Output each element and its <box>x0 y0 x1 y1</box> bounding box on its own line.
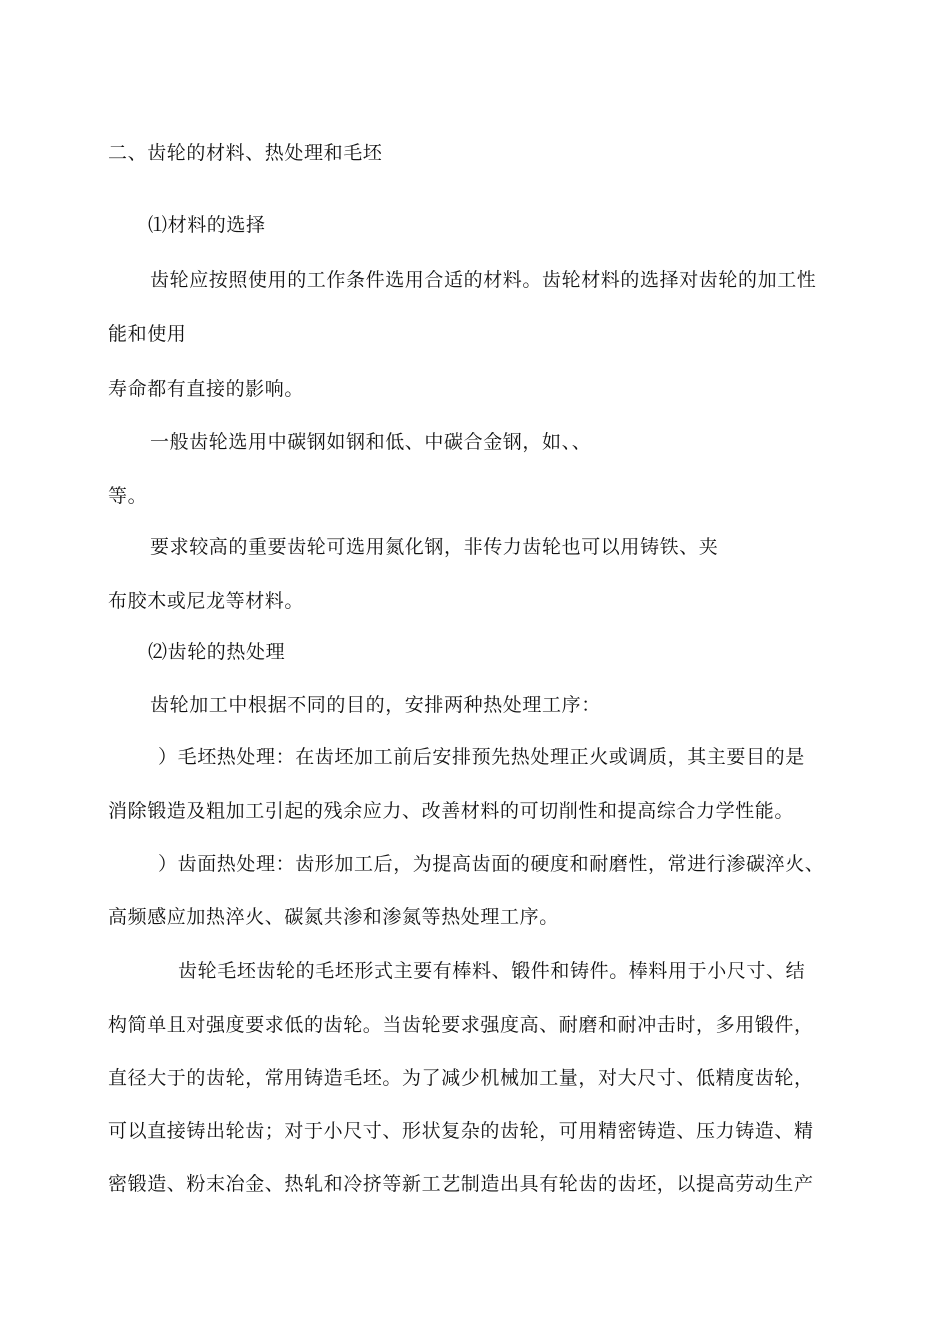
paragraph-line: 构简单且对强度要求低的齿轮。当齿轮要求强度高、耐磨和耐冲击时，多用锻件， <box>108 1014 814 1036</box>
subheading-material-selection: ⑴材料的选择 <box>148 214 266 236</box>
paragraph-line: 可以直接铸出轮齿；对于小尺寸、形状复杂的齿轮，可用精密铸造、压力铸造、精 <box>108 1120 814 1142</box>
paragraph-line: ）毛坯热处理：在齿坯加工前后安排预先热处理正火或调质，其主要目的是 <box>158 746 805 768</box>
paragraph-line: 直径大于的齿轮，常用铸造毛坯。为了减少机械加工量，对大尺寸、低精度齿轮， <box>108 1067 814 1089</box>
paragraph-line: 消除锻造及粗加工引起的残余应力、改善材料的可切削性和提高综合力学性能。 <box>108 800 795 822</box>
section-heading: 二、齿轮的材料、热处理和毛坯 <box>108 142 383 164</box>
subheading-heat-treatment: ⑵齿轮的热处理 <box>148 641 286 663</box>
paragraph-line: 齿轮加工中根据不同的目的，安排两种热处理工序： <box>150 694 601 716</box>
paragraph-line: 等。 <box>108 485 148 507</box>
paragraph-line: 高频感应加热淬火、碳氮共渗和渗氮等热处理工序。 <box>108 906 559 928</box>
paragraph-line: 要求较高的重要齿轮可选用氮化钢，非传力齿轮也可以用铸铁、夹 <box>150 536 719 558</box>
paragraph-line: 布胶木或尼龙等材料。 <box>108 590 305 612</box>
paragraph-line: 寿命都有直接的影响。 <box>108 378 305 400</box>
paragraph-line: 一般齿轮选用中碳钢如钢和低、中碳合金钢，如、、 <box>150 431 592 453</box>
paragraph-line: 齿轮毛坯齿轮的毛坯形式主要有棒料、锻件和铸件。棒料用于小尺寸、结 <box>178 960 806 982</box>
paragraph-line: 密锻造、粉末冶金、热轧和冷挤等新工艺制造出具有轮齿的齿坯，以提高劳动生产 <box>108 1173 814 1195</box>
paragraph-line: 齿轮应按照使用的工作条件选用合适的材料。齿轮材料的选择对齿轮的加工性 <box>150 269 817 291</box>
paragraph-line: 能和使用 <box>108 323 187 345</box>
paragraph-line: ）齿面热处理：齿形加工后，为提高齿面的硬度和耐磨性，常进行渗碳淬火、 <box>158 853 825 875</box>
